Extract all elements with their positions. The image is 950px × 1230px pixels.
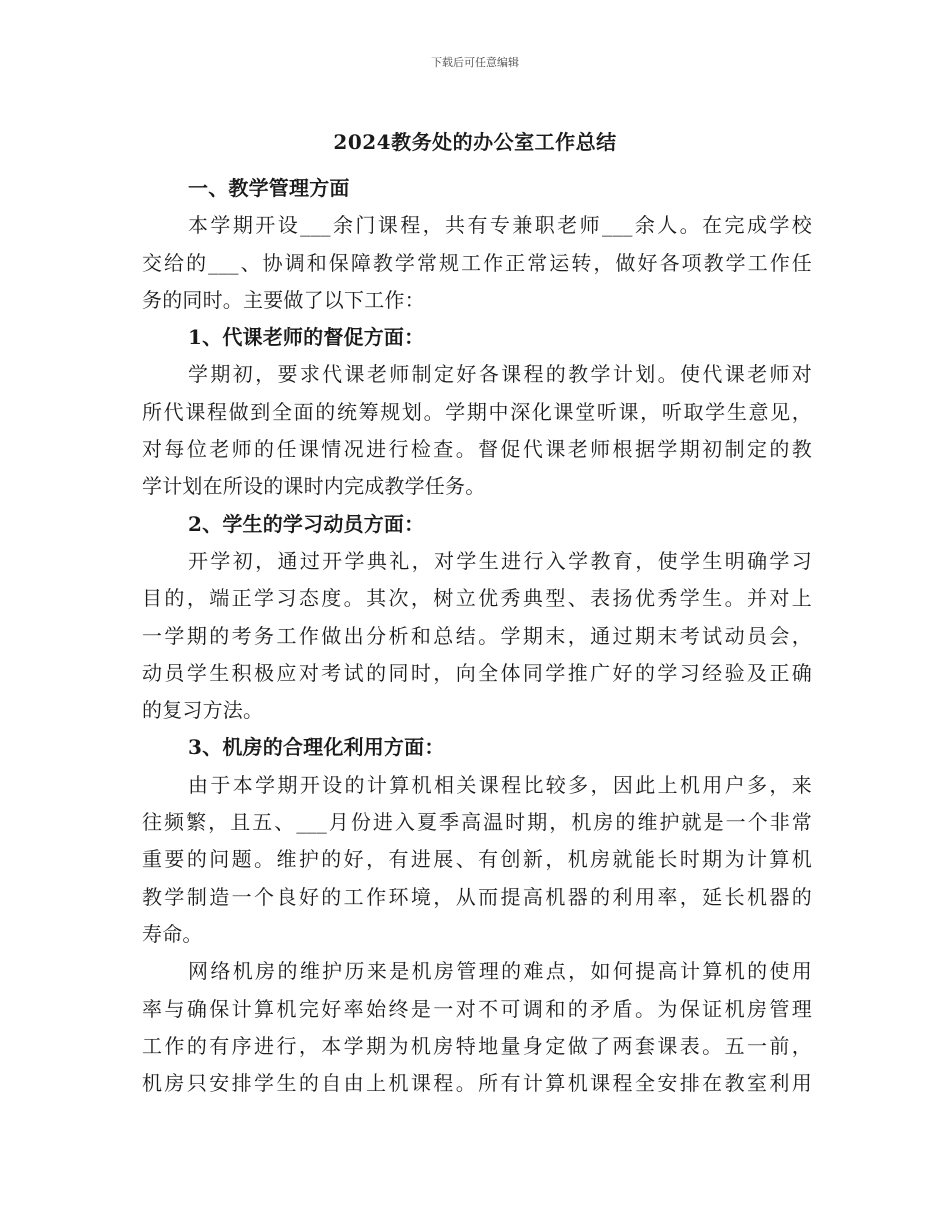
paragraph-line: 一学期的考务工作做出分析和总结。学期末，通过期末考试动员会， (142, 623, 812, 648)
section-heading: 3、机房的合理化利用方面： (188, 735, 445, 760)
paragraph-line: 动员学生积极应对考试的同时，向全体同学推广好的学习经验及正确 (142, 660, 812, 685)
paragraph-line: 目的，端正学习态度。其次，树立优秀典型、表扬优秀学生。并对上 (142, 586, 812, 611)
paragraph-line: 率与确保计算机完好率始终是一对不可调和的矛盾。为保证机房管理 (142, 996, 812, 1021)
section-heading: 1、代课老师的督促方面： (188, 325, 425, 350)
paragraph-line: 所代课程做到全面的统筹规划。学期中深化课堂听课，听取学生意见， (142, 399, 812, 424)
paragraph-line: 交给的___、协调和保障教学常规工作正常运转，做好各项教学工作任 (142, 250, 812, 275)
paragraph-line: 机房只安排学生的自由上机课程。所有计算机课程全安排在教室利用 (142, 1071, 812, 1096)
section-heading: 一、教学管理方面 (188, 176, 350, 200)
paragraph-line: 对每位老师的任课情况进行检查。督促代课老师根据学期初制定的教 (142, 437, 812, 462)
paragraph-line: 工作的有序进行，本学期为机房特地量身定做了两套课表。五一前， (142, 1033, 812, 1058)
page-header-note: 下载后可任意编辑 (431, 56, 519, 69)
paragraph-line: 寿命。 (142, 921, 203, 946)
paragraph-line: 教学制造一个良好的工作环境，从而提高机器的利用率，延长机器的 (142, 884, 812, 909)
paragraph-line: 务的同时。主要做了以下工作： (142, 287, 425, 312)
paragraph-line: 网络机房的维护历来是机房管理的难点，如何提高计算机的使用 (188, 959, 812, 984)
paragraph-line: 学期初，要求代课老师制定好各课程的教学计划。使代课老师对 (188, 362, 812, 387)
paragraph-line: 开学初，通过开学典礼，对学生进行入学教育，使学生明确学习 (188, 548, 812, 573)
document-title: 2024教务处的办公室工作总结 (333, 130, 617, 154)
document-body (142, 170, 812, 1102)
paragraph-line: 往频繁，且五、___月份进入夏季高温时期，机房的维护就是一个非常 (142, 810, 812, 835)
paragraph-line: 重要的问题。维护的好，有进展、有创新，机房就能长时期为计算机 (142, 847, 812, 872)
paragraph-line: 本学期开设___余门课程，共有专兼职老师___余人。在完成学校 (188, 213, 812, 238)
paragraph-line: 由于本学期开设的计算机相关课程比较多，因此上机用户多，来 (188, 772, 812, 797)
paragraph-line: 学计划在所设的课时内完成教学任务。 (142, 474, 486, 499)
paragraph-line: 的复习方法。 (142, 698, 264, 723)
section-heading: 2、学生的学习动员方面： (188, 511, 425, 536)
